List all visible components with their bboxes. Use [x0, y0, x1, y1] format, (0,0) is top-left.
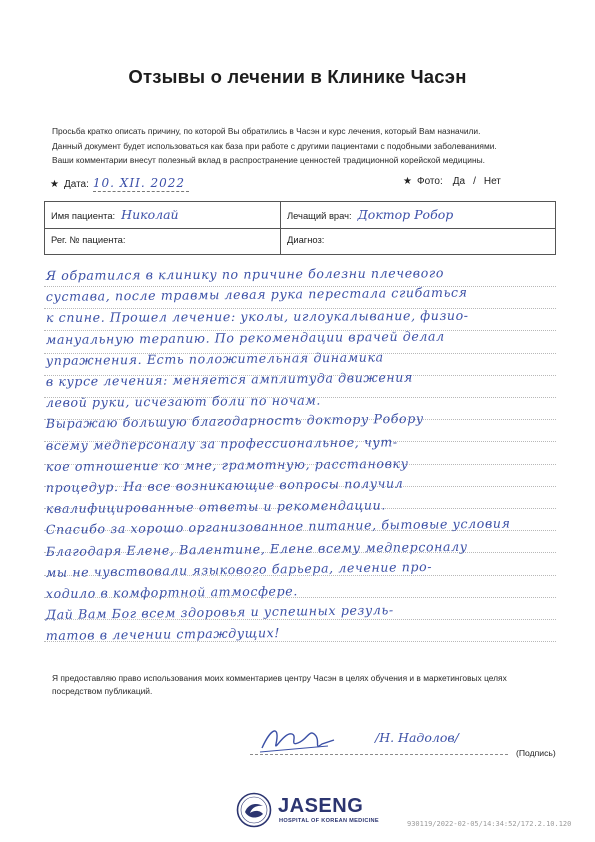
review-line: квалифицированные ответы и рекомендации.	[45, 497, 386, 517]
review-line: кое отношение ко мне, грамотную, расстановку	[45, 455, 409, 474]
patient-info-table	[44, 201, 556, 255]
reg-number-label: Рег. № пациента:	[51, 234, 126, 245]
review-line: Благодаря Елене, Валентине, Елене всему медперсоналу	[45, 538, 468, 559]
intro-line: Просьба кратко описать причину, по которой Вы обратились в Часэн и курс лечения, который Вам назначили.	[52, 126, 481, 136]
intro-line: Данный документ будет использоваться как база при работе с другими пациентами с подобными заболеваниями.	[52, 140, 497, 151]
photo-label: Фото:	[416, 176, 443, 187]
review-line: левой руки, исчезают боли по ночам.	[45, 392, 322, 411]
scan-stamp: 930119/2022-02-05/14:34:52/172.2.10.120	[407, 820, 572, 828]
reg-number-cell[interactable]	[45, 229, 281, 255]
review-line: всему медперсоналу за профессиональное, чут-	[45, 433, 398, 453]
jaseng-logo	[236, 792, 379, 832]
review-line: процедур. На все возникающие вопросы получил	[45, 475, 404, 496]
signature-area[interactable]	[250, 722, 580, 762]
doctor-label: Лечащий врач:	[287, 210, 352, 221]
review-line: татов в лечении страждущих!	[45, 625, 281, 644]
intro-line: Ваши комментарии внесут полезный вклад в распространение ценностей традиционной корейской медицины.	[52, 155, 485, 165]
signature-line	[250, 754, 508, 755]
signature-name: /Н. Надолов/	[375, 730, 459, 745]
review-line: Я обратился в клинику по причине болезни плечевого	[45, 265, 445, 284]
doctor-cell[interactable]	[281, 202, 555, 229]
review-line: Дай Вам Бог всем здоровья и успешных резуль-	[45, 602, 394, 623]
date-row	[50, 176, 189, 192]
diagnosis-label: Диагноз:	[287, 234, 325, 245]
hospital-emblem-icon	[236, 792, 272, 828]
star-icon: ★	[403, 176, 412, 187]
review-line: к спине. Прошел лечение: уколы, иглоукалывание, физио-	[45, 308, 469, 326]
rights-consent-text	[52, 672, 572, 698]
doctor-value: Доктор Робор	[357, 207, 454, 222]
diagnosis-cell[interactable]	[281, 229, 555, 255]
patient-name-label: Имя пациента:	[51, 210, 116, 221]
page-title: Отзывы о лечении в Клинике Часэн	[128, 66, 467, 87]
logo-wordmark: JASENG	[278, 795, 364, 817]
review-line: ходило в комфортной атмосфере.	[45, 583, 298, 602]
review-line: мы не чувствовали языкового барьера, лечение про-	[45, 558, 433, 580]
star-icon: ★	[50, 179, 59, 190]
review-line: мануальную терапию. По рекомендации врачей делал	[45, 328, 445, 347]
date-value: 10. XII. 2022	[93, 176, 189, 192]
review-line: в курсе лечения: меняется амплитуда движения	[45, 369, 413, 390]
divider-slash: /	[473, 176, 476, 187]
review-line: Выражаю большую благодарность доктору Робору	[45, 411, 424, 432]
photo-option-yes[interactable]: Да	[452, 176, 466, 187]
patient-name-value: Николай	[121, 207, 179, 222]
review-line: сустава, после травмы левая рука перестала сгибаться	[45, 284, 468, 305]
date-label: Дата:	[63, 179, 89, 190]
logo-subtitle: HOSPITAL OF KOREAN MEDICINE	[279, 818, 379, 824]
review-line: Спасибо за хорошо организованное питание, бытовые условия	[45, 515, 511, 538]
signature-label: (Подпись)	[516, 748, 556, 758]
signature-scribble	[258, 722, 338, 756]
review-line: упражнения. Есть положительная динамика	[45, 349, 384, 368]
rights-line: Я предоставляю право использования моих комментариев центру Часэн в целях обучения и в маркетинговых целях	[52, 673, 507, 683]
intro-text	[52, 124, 572, 168]
patient-name-cell[interactable]	[45, 202, 281, 229]
photo-row	[403, 176, 501, 187]
rights-line: посредством публикаций.	[52, 686, 153, 696]
photo-option-no[interactable]: Нет	[483, 176, 501, 187]
